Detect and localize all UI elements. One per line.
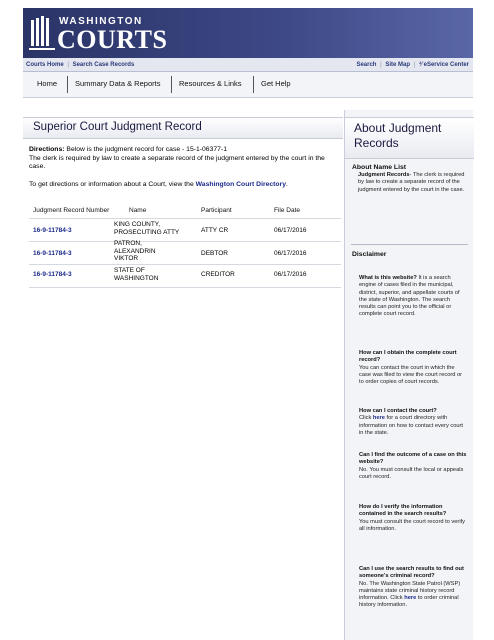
nav-summary-data-reports[interactable]: Summary Data & Reports [75,79,161,88]
eservice-center-link[interactable]: eService Center [423,62,469,68]
utility-bar [23,58,473,72]
faq-question: How can I obtain the complete court record? [359,350,457,364]
main-nav [23,72,473,98]
logo-washington-text: WASHINGTON [59,16,143,27]
name-line: PATRON, [114,240,142,247]
name-line: WASHINGTON [114,274,159,282]
nav-home[interactable]: Home [37,79,58,88]
participant-name [114,240,156,263]
site-header-banner [23,8,473,58]
directions-label: Directions: [29,146,65,153]
judgment-number-link[interactable]: 16-9-11784-3 [33,227,72,234]
name-line: VIKTOR [114,255,139,262]
faq-item [359,452,467,481]
faq-question: Can I use the search results to find out someone's criminal record? [359,566,464,580]
nav-divider [67,76,68,93]
row-divider [29,218,341,219]
header-participant: Participant [201,207,232,214]
name-list-description [358,172,466,194]
faq-question: What is this website? [359,275,417,281]
side-divider [351,244,468,245]
nav-divider [253,76,254,93]
about-name-list-heading: About Name List [352,164,407,171]
file-date: 06/17/2016 [274,271,307,278]
participant-role: DEBTOR [201,250,228,257]
faq-answer: You must consult the court record to verify all information. [359,518,466,532]
faq-item [359,408,467,437]
nav-resources-links[interactable]: Resources & Links [179,79,242,88]
logo-courts-text: COURTS [57,25,168,54]
name-line: KING COUNTY, [114,221,161,228]
row-divider [29,287,341,288]
util-separator: | [413,62,416,68]
judgment-number-link[interactable]: 16-9-11784-3 [33,250,72,257]
name-list-label: Judgment Records [358,172,410,178]
directions-case-text: Below is the judgment record for case - 15-1-06377-1 [66,146,227,153]
name-line: PROSECUTING ATTY [114,228,180,236]
header-name: Name [129,207,147,214]
participant-role: CREDITOR [201,271,235,278]
side-title: About Judgment Records [354,121,442,150]
about-sidebar [344,110,473,640]
washington-courts-logo-icon [29,16,55,50]
faq-question: How do I verify the information contained in the search results? [359,504,447,518]
util-separator: | [380,62,382,68]
name-list-text: - The clerk is required by law to create a separate record of the judgment entered by the court in the case. [358,172,465,193]
clerk-text: The clerk is required by law to create a separate record of the judgment entered by the court in the case. [29,154,325,170]
directory-info-text: To get directions or information about a Court, view the [29,181,194,188]
faq-answer: You can contact the court in which the case was filed to view the court record or to order copies of court records. [359,364,463,386]
court-directory-link[interactable]: Washington Court Directory [195,181,286,188]
side-title-bar [345,117,474,159]
main-title-bar [23,117,343,139]
criminal-history-here-link[interactable]: here [404,595,417,602]
directory-info-period: . [286,181,288,188]
participant-role: ATTY CR [201,227,229,234]
name-line: ALEXANDRIN [114,247,156,255]
name-line: STATE OF [114,267,145,274]
directory-info [29,181,341,188]
directions-text [29,146,341,172]
faq-answer-prefix: No. The Washington State Patrol (WSP) maintains state criminal history record information. Click [359,580,461,602]
site-map-link[interactable]: Site Map [385,62,411,68]
faq-item [359,350,467,386]
nav-divider [171,76,172,93]
header-file-date: File Date [274,207,301,214]
faq-answer-prefix: Click [359,415,372,422]
faq-answer: No. You must consult the local or appeals court record. [359,466,464,480]
nav-get-help[interactable]: Get Help [261,79,291,88]
participant-name [114,221,179,236]
courts-home-link[interactable]: Courts Home [26,62,64,68]
faq-item [359,566,467,610]
page-title: Superior Court Judgment Record [33,121,202,133]
header-judgment-number: Judgment Record Number [33,207,110,214]
row-divider [29,264,341,265]
participant-name [114,267,158,282]
disclaimer-heading: Disclaimer [352,251,387,258]
search-case-records-link[interactable]: Search Case Records [72,62,135,68]
faq-item [359,504,467,533]
faq-item [359,275,467,319]
eservice-icon: ²⁄ [418,62,422,68]
faq-answer: It is a search engine of cases filed in the municipal, district, superior, and appellate courts of the state of Washington. The search results can point you to the official or complete court record. [359,275,460,318]
faq-question: How can I contact the court? [359,408,437,414]
file-date: 06/17/2016 [274,250,307,257]
util-separator: | [67,62,69,68]
file-date: 06/17/2016 [274,227,307,234]
court-directory-here-link[interactable]: here [372,415,385,422]
faq-question: Can I find the outcome of a case on this website? [359,452,467,466]
faq-answer: for a court directory with information on how to contact every court in the state. [359,415,464,436]
row-divider [29,241,341,242]
faq-answer: to order criminal history information. [359,595,459,609]
search-link[interactable]: Search [356,62,377,68]
judgment-number-link[interactable]: 16-9-11784-3 [33,271,72,278]
